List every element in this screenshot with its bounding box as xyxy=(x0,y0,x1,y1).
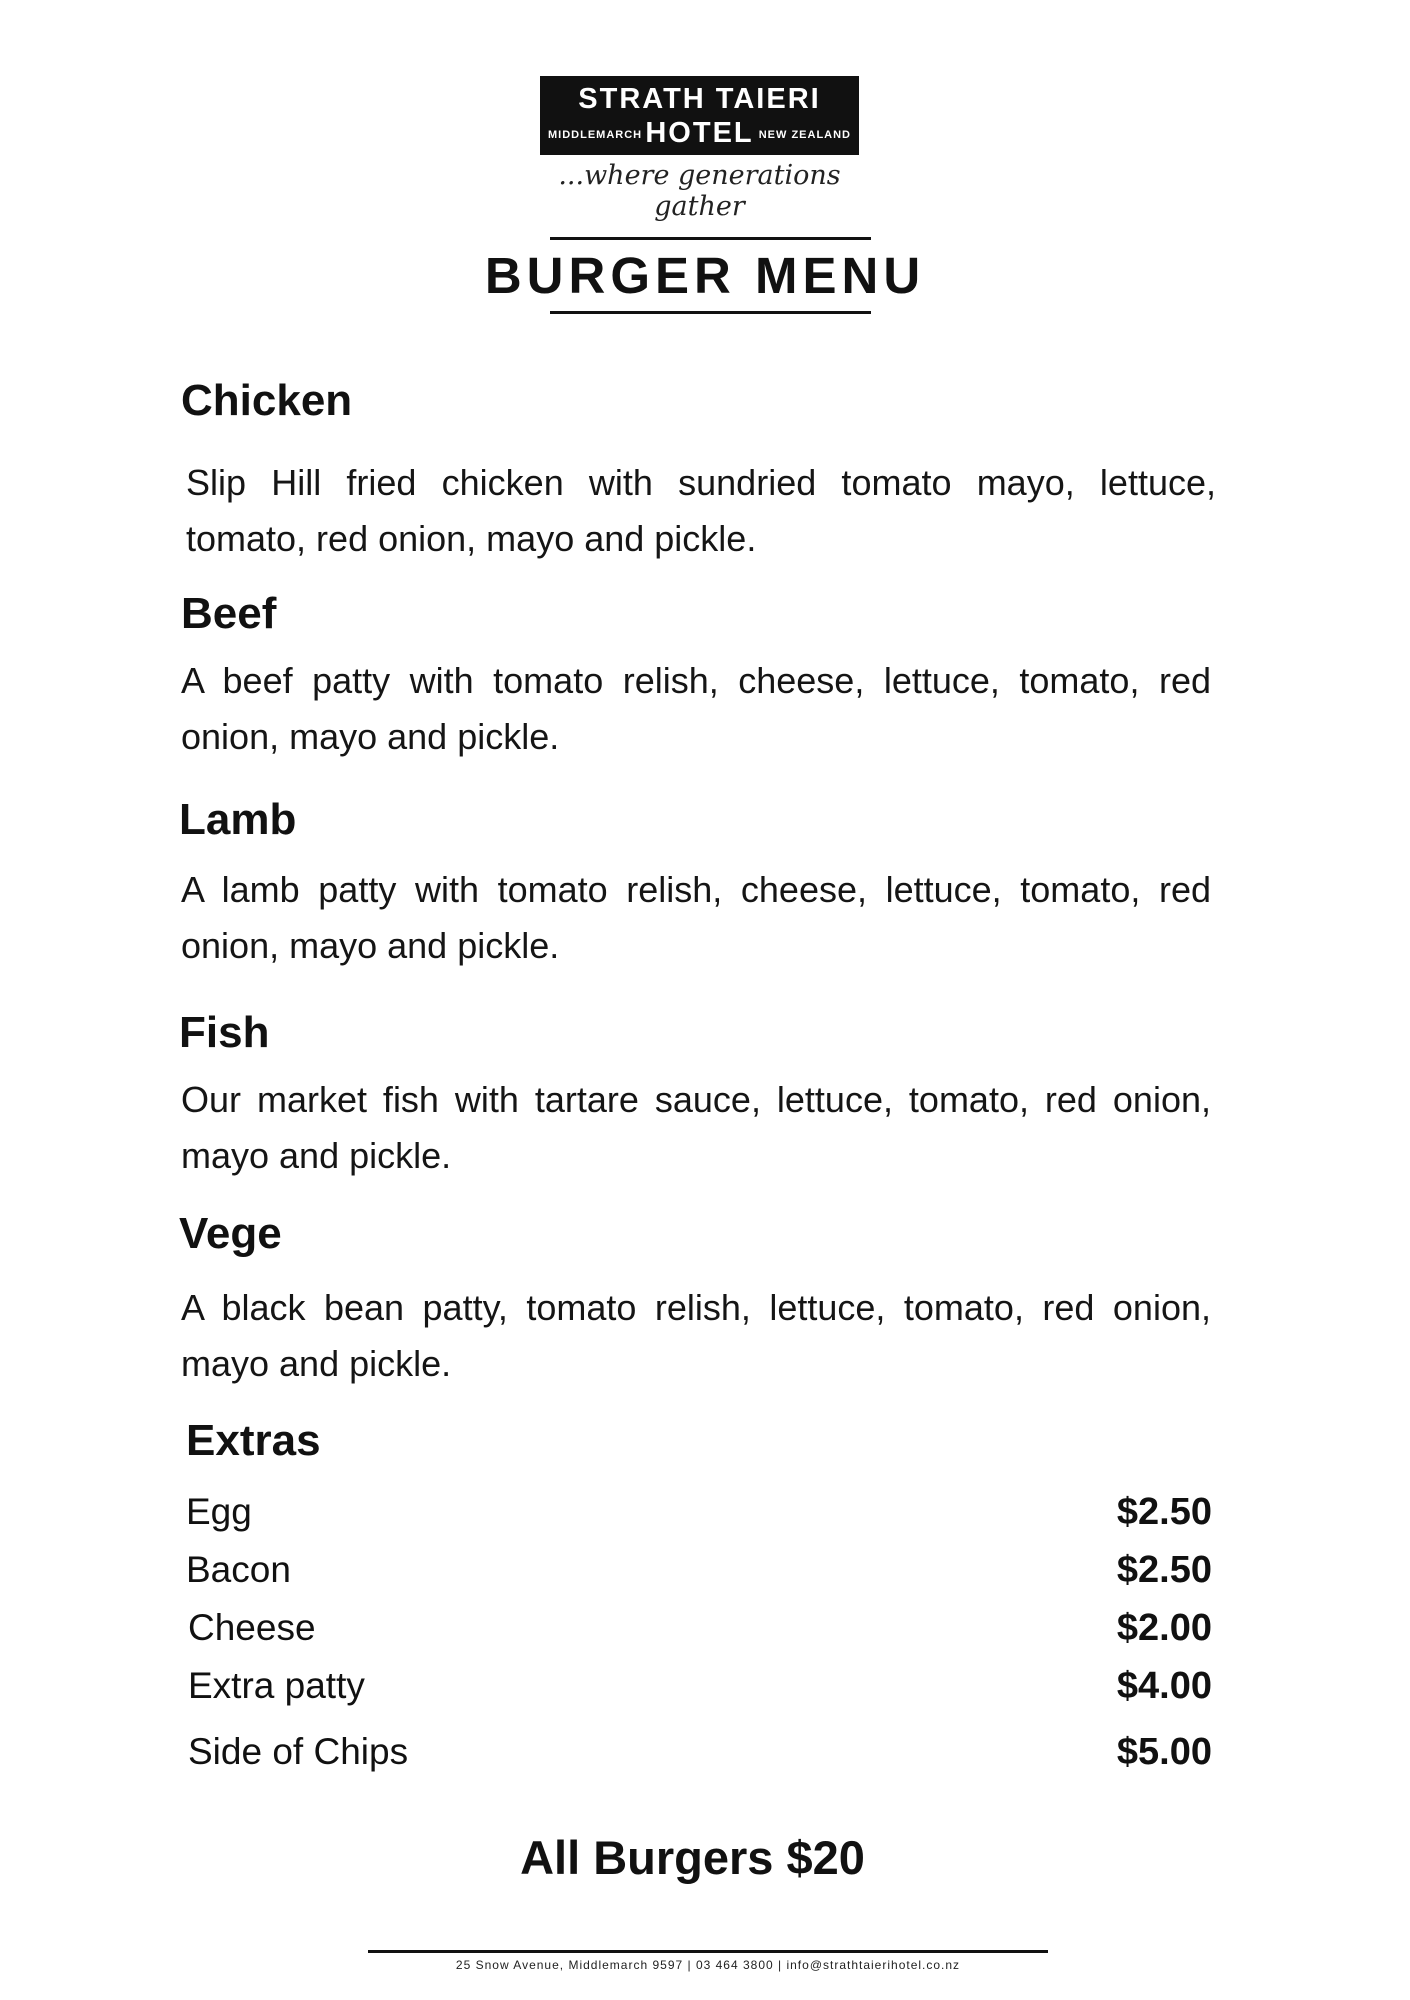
burger-name-fish: Fish xyxy=(179,1008,270,1057)
all-burgers-price: All Burgers $20 xyxy=(520,1831,865,1884)
burger-description-vege: A black bean patty, tomato relish, lettuce, tomato, red onion, mayo and pickle. xyxy=(181,1287,1211,1384)
extra-name: Side of Chips xyxy=(188,1731,409,1772)
burger-description-lamb: A lamb patty with tomato relish, cheese, lettuce, tomato, red onion, mayo and pickle. xyxy=(181,869,1211,966)
extra-price: $2.00 xyxy=(1116,1607,1212,1649)
burger-name-vege: Vege xyxy=(179,1209,282,1258)
footer-rule xyxy=(368,1950,1048,1953)
logo-second-line xyxy=(540,118,859,148)
title-bottom-rule xyxy=(550,311,871,314)
extra-name: Cheese xyxy=(188,1607,316,1648)
extra-price: $2.50 xyxy=(1116,1491,1212,1533)
extra-item xyxy=(186,1487,1212,1537)
extra-item xyxy=(186,1545,1212,1595)
extra-item xyxy=(186,1727,1212,1777)
extra-name: Bacon xyxy=(186,1549,291,1590)
extra-price: $5.00 xyxy=(1116,1731,1212,1773)
logo-tagline: ...where generations gather xyxy=(558,160,841,222)
logo-name-line1: STRATH TAIERI xyxy=(578,83,821,115)
extra-name: Egg xyxy=(186,1491,252,1532)
logo-name-line2: HOTEL xyxy=(645,117,754,149)
burger-description-fish: Our market fish with tartare sauce, lettuce, tomato, red onion, mayo and pickle. xyxy=(181,1079,1211,1176)
burger-name-lamb: Lamb xyxy=(179,795,297,844)
burger-name-beef: Beef xyxy=(181,589,277,638)
burger-name-chicken: Chicken xyxy=(181,376,353,425)
extra-price: $4.00 xyxy=(1116,1665,1212,1707)
extras-heading: Extras xyxy=(186,1416,321,1465)
burger-description-chicken: Slip Hill fried chicken with sundried tomato mayo, lettuce, tomato, red onion, mayo and pickle. xyxy=(186,462,1216,559)
logo-location-left: MIDDLEMARCH xyxy=(548,129,643,141)
extra-name: Extra patty xyxy=(188,1665,365,1706)
extra-item xyxy=(186,1661,1212,1711)
burger-description-beef: A beef patty with tomato relish, cheese, lettuce, tomato, red onion, mayo and pickle. xyxy=(181,660,1211,757)
footer-contact: 25 Snow Avenue, Middlemarch 9597 | 03 464 3800 | info@strathtaierihotel.co.nz xyxy=(455,1958,961,1972)
logo-location-right: NEW ZEALAND xyxy=(758,129,851,141)
hotel-logo xyxy=(540,76,859,155)
extra-item xyxy=(186,1603,1212,1653)
title-top-rule xyxy=(550,237,871,240)
page-title: BURGER MENU xyxy=(484,247,926,304)
extra-price: $2.50 xyxy=(1116,1549,1212,1591)
